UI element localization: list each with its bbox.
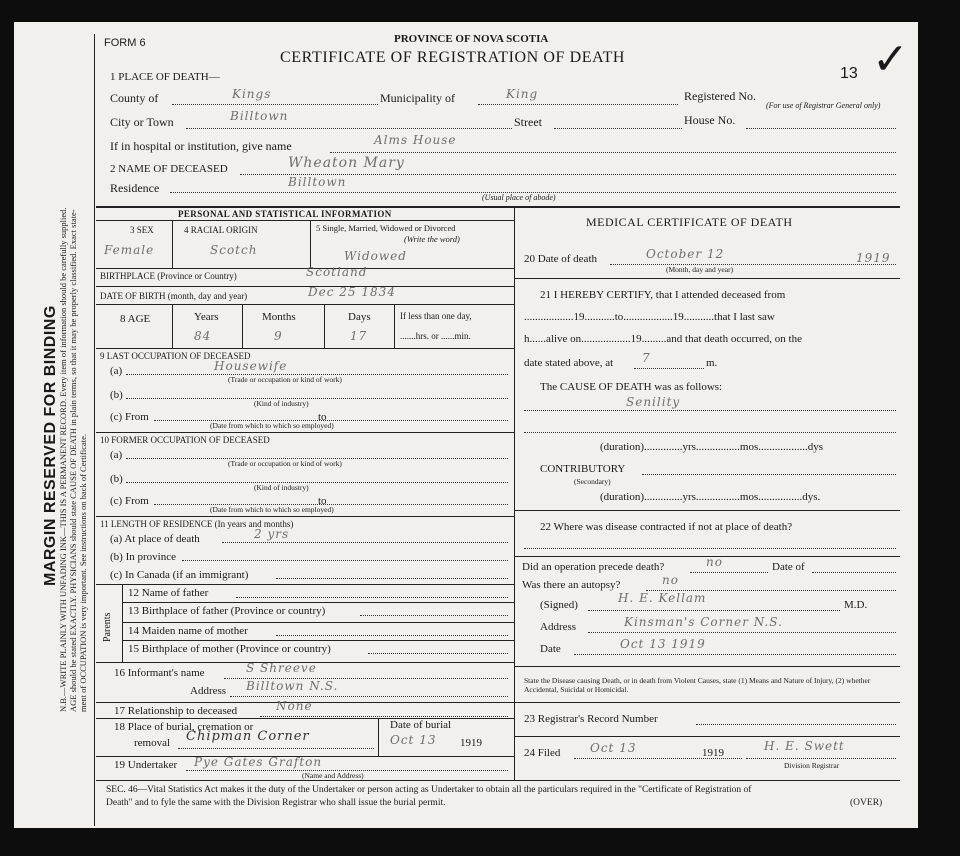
parents-label: Parents	[102, 612, 113, 642]
age-label: 8 AGE	[120, 313, 151, 325]
physician-date-value: Oct 13 1919	[620, 637, 706, 651]
age-days: 17	[350, 329, 368, 343]
deceased-value: Wheaton Mary	[288, 155, 405, 171]
at-place-value: 2 yrs	[254, 527, 290, 541]
birthplace-value: Scotland	[306, 265, 368, 279]
occ-b-label: (b)	[110, 389, 123, 401]
burial-date-label: Date of burial	[390, 719, 452, 731]
father-label: 12 Name of father	[128, 587, 209, 599]
length-heading: 11 LENGTH OF RESIDENCE (In years and months)	[100, 519, 294, 529]
residence-value: Billtown	[288, 175, 347, 189]
margin-notice-2: AGE should be stated EXACTLY. PHYSICIANS should state CAUSE OF DEATH in plain terms, so that it may be properly classified. Exact state-	[68, 209, 78, 712]
age-years: 84	[194, 329, 212, 343]
md-label: M.D.	[844, 599, 868, 611]
industry-note: (Kind of industry)	[254, 399, 309, 408]
city-value: Billtown	[230, 109, 289, 123]
registered-label: Registered No.	[684, 89, 756, 103]
informant-address-label: Address	[190, 685, 227, 697]
former-b-label: (b)	[110, 473, 123, 485]
undertaker-value: Pye Gates Grafton	[194, 755, 323, 769]
medical-heading: MEDICAL CERTIFICATE OF DEATH	[586, 215, 793, 229]
binding-label: MARGIN RESERVED FOR BINDING	[42, 305, 59, 586]
dob-label: DATE OF BIRTH (month, day and year)	[100, 291, 248, 301]
municipality-label: Municipality of	[380, 91, 455, 105]
footer-sec-line-2: Death" and to fyle the same with the Division Registrar who shall issue the burial permit.	[106, 798, 446, 808]
over-label: (OVER)	[850, 798, 883, 808]
house-no-label: House No.	[684, 113, 736, 127]
years-label: Years	[194, 311, 219, 323]
place-of-death-heading: 1 PLACE OF DEATH—	[110, 71, 220, 83]
occupation-heading: 9 LAST OCCUPATION OF DECEASED	[100, 351, 251, 361]
racial-label: 4 RACIAL ORIGIN	[184, 225, 258, 235]
county-value: Kings	[232, 87, 272, 101]
marital-label: 5 Single, Married, Widowed or Divorced	[316, 223, 456, 233]
secondary-note: (Secondary)	[574, 477, 611, 486]
personal-heading: PERSONAL AND STATISTICAL INFORMATION	[178, 209, 392, 219]
residence-label: Residence	[110, 181, 160, 195]
certify-line: 21 I HEREBY CERTIFY, that I attended deceased from	[540, 289, 786, 301]
filed-year-value: 1919	[702, 747, 724, 759]
informant-value: S Shreeve	[246, 661, 317, 675]
hospital-label: If in hospital or institution, give name	[110, 139, 292, 153]
alive-on-line: h......alive on..................19.........and that death occurred, on the	[524, 333, 802, 345]
former-a-label: (a)	[110, 449, 123, 461]
dob-value: Dec 25 1834	[308, 285, 396, 299]
former-industry-note: (Kind of industry)	[254, 483, 309, 492]
form-number: FORM 6	[104, 37, 146, 49]
marital-value: Widowed	[344, 249, 407, 263]
sex-label: 3 SEX	[130, 225, 154, 235]
birthplace-label: BIRTHPLACE (Province or Country)	[100, 271, 237, 281]
occ-a-label: (a)	[110, 365, 123, 377]
street-label: Street	[514, 115, 542, 129]
racial-value: Scotch	[210, 243, 258, 257]
death-year-value: 1919	[856, 251, 891, 265]
abode-note: (Usual place of abode)	[482, 193, 556, 202]
former-to-label: to	[318, 495, 327, 507]
footer-sec-line-1: SEC. 46—Vital Statistics Act makes it the duty of the Undertaker or person acting as Undertaker to obtain all the particulars required in the "Certificate of Registration of	[106, 785, 752, 795]
operation-label: Did an operation precede death?	[522, 561, 665, 573]
marital-note: (Write the word)	[404, 234, 460, 244]
filed-date-value: Oct 13	[590, 741, 637, 755]
cause-label: The CAUSE OF DEATH was as follows:	[540, 381, 723, 393]
burial-year-value: 1919	[460, 737, 482, 749]
occ-from-label: (c) From	[110, 411, 149, 423]
time-suffix: m.	[706, 357, 718, 369]
binding-margin	[14, 22, 94, 828]
days-label: Days	[348, 311, 371, 323]
father-birthplace-label: 13 Birthplace of father (Province or country)	[128, 605, 326, 617]
burial-label-1: 18 Place of burial, cremation or	[114, 721, 254, 733]
city-label: City or Town	[110, 115, 174, 129]
at-place-label: (a) At place of death	[110, 533, 200, 545]
burial-label-2: removal	[134, 737, 171, 749]
informant-address-value: Billtown N.S.	[246, 679, 339, 693]
county-label: County of	[110, 91, 159, 105]
check-mark-icon: ✓	[872, 35, 909, 84]
operation-date-label: Date of	[772, 561, 805, 573]
column-divider	[514, 206, 515, 780]
registrar-signature: H. E. Swett	[764, 739, 845, 753]
former-from-label: (c) From	[110, 495, 149, 507]
date-of-death-label: 20 Date of death	[524, 253, 597, 265]
date-stated-label: date stated above, at	[524, 357, 614, 369]
contributory-label: CONTRIBUTORY	[540, 463, 626, 475]
registration-number: 13	[840, 65, 858, 82]
margin-rule	[94, 34, 95, 826]
margin-notice-1: N.B.—WRITE PLAINLY WITH UNFADING INK—THIS IS A PERMANENT RECORD. Every item of information should be carefully supplied.	[58, 207, 68, 712]
occupation-value: Housewife	[214, 359, 288, 373]
margin-notice-3: ment of OCCUPATION is very important. See instructions on back of Certificate.	[78, 433, 88, 712]
burial-place-value: Chipman Corner	[186, 729, 310, 744]
municipality-value: King	[506, 87, 539, 101]
operation-value: no	[706, 555, 723, 569]
attended-from-line: ..................19...........to..................19...........that I last saw	[524, 311, 775, 323]
physician-date-label: Date	[540, 643, 561, 655]
hospital-value: Alms House	[374, 133, 457, 147]
name-address-note: (Name and Address)	[302, 771, 364, 780]
undertaker-label: 19 Undertaker	[114, 759, 178, 771]
in-province-label: (b) In province	[110, 551, 176, 563]
relationship-value: None	[276, 699, 313, 713]
relationship-label: 17 Relationship to deceased	[114, 705, 238, 717]
less-day-2: .......hrs. or ......min.	[400, 331, 471, 341]
date-of-death-value: October 12	[646, 247, 725, 261]
less-day-1: If less than one day,	[400, 311, 472, 321]
informant-label: 16 Informant's name	[114, 667, 205, 679]
trade-note: (Trade or occupation or kind of work)	[228, 375, 342, 384]
province-title: PROVINCE OF NOVA SCOTIA	[394, 33, 549, 45]
mother-birthplace-label: 15 Birthplace of mother (Province or country)	[128, 643, 331, 655]
duration-line-1: (duration)..............yrs................mos..................dys	[600, 441, 824, 453]
former-trade-note: (Trade or occupation or kind of work)	[228, 459, 342, 468]
age-months: 9	[274, 329, 283, 343]
physician-address-label: Address	[540, 621, 577, 633]
division-registrar-note: Division Registrar	[784, 761, 840, 770]
autopsy-label: Was there an autopsy?	[522, 579, 621, 591]
certificate-page	[14, 22, 918, 828]
occ-to-label: to	[318, 411, 327, 423]
months-label: Months	[262, 311, 296, 323]
physician-address-value: Kinsman's Corner N.S.	[624, 615, 783, 629]
in-canada-label: (c) In Canada (if an immigrant)	[110, 569, 249, 581]
filed-label: 24 Filed	[524, 747, 561, 759]
contracted-label: 22 Where was disease contracted if not at place of death?	[540, 521, 793, 533]
former-date-note: (Date from which to which so employed)	[210, 505, 334, 514]
cause-value: Senility	[626, 395, 681, 409]
physician-signature: H. E. Kellam	[618, 591, 707, 605]
registrar-note: (For use of Registrar General only)	[766, 101, 881, 110]
time-value: 7	[642, 351, 651, 365]
mother-label: 14 Maiden name of mother	[128, 625, 248, 637]
former-occupation-heading: 10 FORMER OCCUPATION OF DECEASED	[100, 435, 270, 445]
violent-causes-note: State the Disease causing Death, or in death from Violent Causes, state (1) Means and Nature of Injury, (2) whether Accidental, Suicidal or Homicidal.	[524, 676, 871, 695]
duration-line-2: (duration)..............yrs................mos................dys.	[600, 491, 821, 503]
autopsy-value: no	[662, 573, 679, 587]
date-of-death-note: (Month, day and year)	[666, 265, 734, 274]
record-number-label: 23 Registrar's Record Number	[524, 713, 658, 725]
certificate-title: CERTIFICATE OF REGISTRATION OF DEATH	[280, 49, 626, 66]
date-employed-note: (Date from which to which so employed)	[210, 421, 334, 430]
sex-value: Female	[104, 243, 155, 257]
deceased-label: 2 NAME OF DECEASED	[110, 163, 228, 175]
burial-date-value: Oct 13	[390, 733, 437, 747]
signed-label: (Signed)	[540, 599, 578, 611]
